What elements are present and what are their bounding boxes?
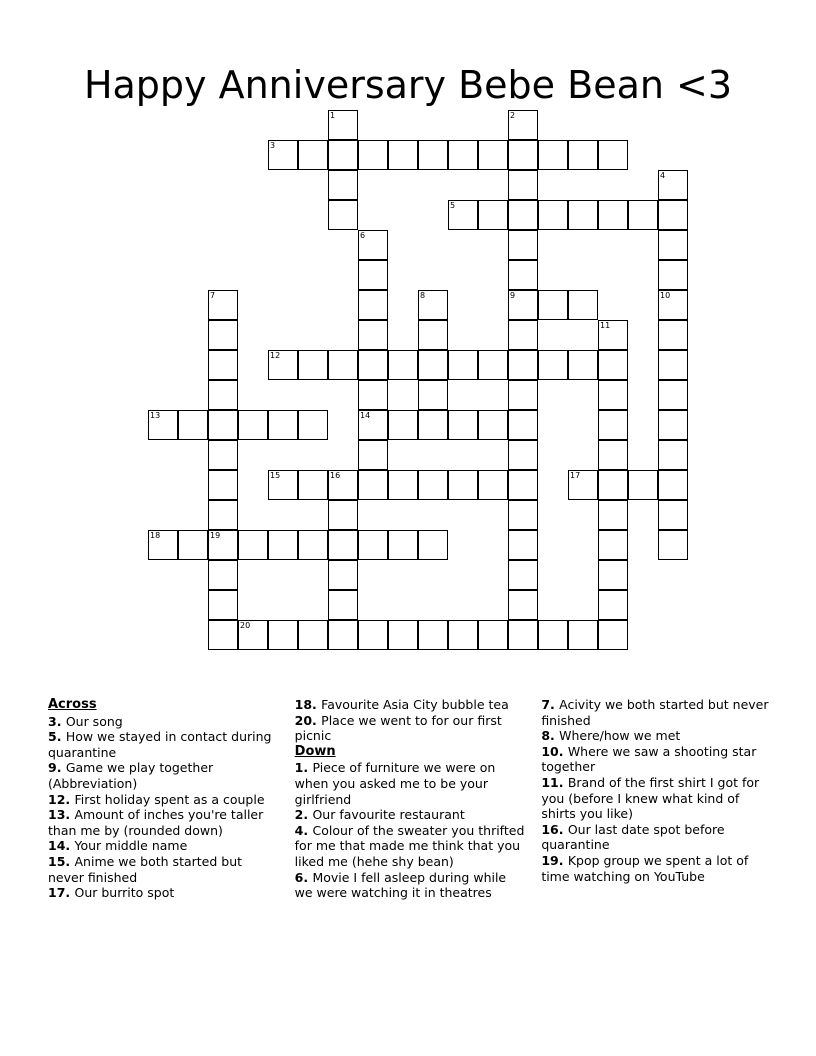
cell-number: 6 (360, 231, 366, 240)
grid-cell[interactable] (538, 200, 568, 230)
grid-cell[interactable] (418, 380, 448, 410)
clue-across-17 (48, 885, 281, 901)
clue-text: Piece of furniture we were on when you asked me to be your girlfriend (294, 760, 496, 807)
grid-cell-numbered-9[interactable] (508, 290, 538, 320)
clue-number: 13. (48, 807, 75, 823)
grid-cell[interactable] (538, 290, 568, 320)
grid-cell[interactable] (358, 440, 388, 470)
grid-cell[interactable] (328, 140, 358, 170)
clue-number: 6. (294, 869, 313, 885)
across-heading: Across (48, 697, 97, 712)
grid-cell[interactable] (658, 260, 688, 290)
clue-down-19 (541, 853, 774, 884)
cell-number: 7 (210, 291, 216, 300)
clue-number: 15. (48, 853, 75, 869)
grid-cell[interactable] (298, 620, 328, 650)
clue-number: 12. (48, 791, 75, 807)
grid-cell-numbered-13[interactable] (148, 410, 178, 440)
cell-number: 20 (240, 621, 251, 630)
clue-down-6 (295, 870, 528, 901)
clue-text: First holiday spent as a couple (74, 791, 265, 807)
grid-cell-numbered-7[interactable] (208, 290, 238, 320)
cell-number: 8 (420, 291, 426, 300)
grid-cell[interactable] (208, 350, 238, 380)
clue-text: Where we saw a shooting star together (541, 743, 757, 775)
cell-number: 4 (660, 171, 666, 180)
grid-cell[interactable] (358, 260, 388, 290)
cell-number: 10 (660, 291, 671, 300)
grid-cell-numbered-10[interactable] (658, 290, 688, 320)
grid-cell[interactable] (448, 470, 478, 500)
grid-cell[interactable] (358, 380, 388, 410)
grid-cell[interactable] (598, 560, 628, 590)
grid-cell[interactable] (478, 410, 508, 440)
grid-cell[interactable] (508, 560, 538, 590)
clue-text: Game we play together (Abbreviation) (48, 760, 214, 791)
grid-cell[interactable] (508, 590, 538, 620)
grid-cell[interactable] (658, 470, 688, 500)
clue-number: 4. (294, 822, 313, 838)
grid-cell[interactable] (658, 230, 688, 260)
clue-text: Colour of the sweater you thrifted for me that made me think that you liked me (hehe shy bean) (294, 822, 525, 869)
cell-number: 14 (360, 411, 371, 420)
grid-cell-numbered-15[interactable] (268, 470, 298, 500)
clue-text: Our favourite restaurant (312, 807, 465, 823)
cell-number: 1 (330, 111, 336, 120)
grid-cell-numbered-2[interactable] (508, 110, 538, 140)
clue-down-7 (541, 697, 774, 728)
grid-cell[interactable] (658, 530, 688, 560)
grid-cell[interactable] (508, 230, 538, 260)
cell-number: 12 (270, 351, 281, 360)
grid-cell[interactable] (538, 140, 568, 170)
grid-cell[interactable] (328, 170, 358, 200)
grid-cell-numbered-20[interactable] (238, 620, 268, 650)
grid-cell[interactable] (568, 290, 598, 320)
grid-cell[interactable] (358, 350, 388, 380)
grid-cell[interactable] (478, 470, 508, 500)
clue-number: 10. (541, 743, 568, 759)
grid-cell-numbered-1[interactable] (328, 110, 358, 140)
grid-cell[interactable] (178, 530, 208, 560)
grid-cell[interactable] (328, 500, 358, 530)
clue-across-15 (48, 854, 281, 885)
cell-number: 18 (150, 531, 161, 540)
clue-number: 2. (294, 807, 313, 823)
grid-cell[interactable] (418, 320, 448, 350)
grid-cell[interactable] (598, 620, 628, 650)
clue-across-18 (295, 697, 528, 713)
grid-cell-numbered-16[interactable] (328, 470, 358, 500)
grid-cell[interactable] (388, 410, 418, 440)
clue-number: 5. (48, 729, 66, 745)
clue-across-5 (48, 729, 281, 760)
clue-down-16 (541, 822, 774, 853)
grid-cell[interactable] (358, 320, 388, 350)
grid-cell[interactable] (418, 140, 448, 170)
grid-cell-numbered-8[interactable] (418, 290, 448, 320)
grid-cell[interactable] (508, 140, 538, 170)
grid-cell-numbered-4[interactable] (658, 170, 688, 200)
grid-cell[interactable] (328, 350, 358, 380)
grid-cell[interactable] (598, 140, 628, 170)
grid-cell[interactable] (208, 320, 238, 350)
cell-number: 2 (510, 111, 516, 120)
clue-text: Favourite Asia City bubble tea (321, 697, 509, 712)
cell-number: 19 (210, 531, 221, 540)
clue-text: Acivity we both started but never finished (541, 697, 769, 728)
clue-text: Kpop group we spent a lot of time watching on YouTube (541, 852, 749, 884)
grid-cell[interactable] (658, 500, 688, 530)
clue-number: 18. (294, 697, 322, 712)
grid-cell[interactable] (418, 350, 448, 380)
cell-number: 16 (330, 471, 341, 480)
clue-number: 9. (48, 760, 66, 776)
clue-across-12 (48, 792, 281, 808)
grid-cell[interactable] (598, 380, 628, 410)
grid-cell[interactable] (508, 500, 538, 530)
grid-cell[interactable] (448, 620, 478, 650)
cell-number: 9 (510, 291, 516, 300)
grid-cell[interactable] (358, 620, 388, 650)
grid-cell[interactable] (208, 440, 238, 470)
grid-cell[interactable] (208, 620, 238, 650)
cell-number: 15 (270, 471, 281, 480)
grid-cell[interactable] (508, 320, 538, 350)
clue-text: Place we went to for our first picnic (294, 712, 502, 744)
grid-cell[interactable] (478, 620, 508, 650)
grid-cell[interactable] (628, 200, 658, 230)
grid-cell[interactable] (658, 380, 688, 410)
grid-cell[interactable] (268, 620, 298, 650)
grid-cell[interactable] (208, 560, 238, 590)
grid-cell[interactable] (448, 410, 478, 440)
grid-cell[interactable] (328, 200, 358, 230)
grid-cell[interactable] (418, 620, 448, 650)
clue-number: 8. (541, 728, 560, 744)
grid-cell[interactable] (478, 200, 508, 230)
clue-across-20 (295, 713, 528, 744)
grid-cell[interactable] (658, 410, 688, 440)
grid-cell[interactable] (208, 380, 238, 410)
grid-cell[interactable] (208, 470, 238, 500)
clue-text: Amount of inches you're taller than me by (rounded down) (48, 807, 264, 838)
cell-number: 13 (150, 411, 161, 420)
grid-cell[interactable] (328, 530, 358, 560)
grid-cell[interactable] (508, 350, 538, 380)
grid-cell[interactable] (628, 470, 658, 500)
grid-cell[interactable] (208, 500, 238, 530)
grid-cell[interactable] (568, 200, 598, 230)
grid-cell[interactable] (538, 620, 568, 650)
cell-number: 11 (600, 321, 611, 330)
clue-number: 11. (541, 774, 568, 790)
grid-cell[interactable] (568, 140, 598, 170)
grid-cell[interactable] (598, 530, 628, 560)
grid-cell[interactable] (358, 530, 388, 560)
clue-text: Our song (65, 713, 123, 729)
clue-text: Your middle name (74, 838, 188, 854)
grid-cell[interactable] (358, 140, 388, 170)
grid-cell[interactable] (508, 620, 538, 650)
grid-cell[interactable] (418, 470, 448, 500)
grid-cell[interactable] (598, 410, 628, 440)
clue-down-2 (295, 807, 528, 823)
clue-down-10 (541, 744, 774, 775)
grid-cell-numbered-11[interactable] (598, 320, 628, 350)
grid-cell[interactable] (208, 410, 238, 440)
grid-cell-numbered-14[interactable] (358, 410, 388, 440)
grid-cell[interactable] (658, 440, 688, 470)
clue-text: Our burrito spot (74, 885, 175, 901)
grid-cell[interactable] (238, 410, 268, 440)
clue-down-8 (541, 728, 774, 744)
grid-cell[interactable] (328, 590, 358, 620)
grid-cell[interactable] (388, 530, 418, 560)
grid-cell[interactable] (268, 530, 298, 560)
grid-cell[interactable] (238, 530, 268, 560)
clue-text: Movie I fell asleep during while we were watching it in theatres (294, 869, 507, 901)
cell-number: 5 (450, 201, 456, 210)
grid-cell[interactable] (298, 350, 328, 380)
grid-cell[interactable] (418, 530, 448, 560)
clue-text: Anime we both started but never finished (48, 853, 243, 885)
grid-cell[interactable] (358, 290, 388, 320)
clue-number: 16. (541, 821, 568, 837)
grid-cell[interactable] (328, 620, 358, 650)
grid-cell-numbered-5[interactable] (448, 200, 478, 230)
grid-cell[interactable] (658, 320, 688, 350)
crossword-grid (0, 104, 816, 694)
clue-down-1 (295, 760, 528, 807)
clue-across-13 (48, 807, 281, 838)
grid-cell[interactable] (388, 350, 418, 380)
grid-cell[interactable] (388, 620, 418, 650)
clue-text: How we stayed in contact during quarantine (48, 729, 272, 760)
clue-number: 7. (541, 697, 560, 712)
grid-cell[interactable] (478, 350, 508, 380)
clue-text: Where/how we met (559, 728, 681, 744)
grid-cell[interactable] (508, 170, 538, 200)
clues-container (48, 697, 774, 967)
grid-cell-numbered-12[interactable] (268, 350, 298, 380)
grid-cell[interactable] (388, 140, 418, 170)
grid-cell[interactable] (448, 350, 478, 380)
clue-across-3 (48, 714, 281, 730)
grid-cell[interactable] (568, 620, 598, 650)
grid-cell[interactable] (568, 350, 598, 380)
clue-down-11 (541, 775, 774, 822)
clue-down-4 (295, 823, 528, 870)
clue-across-9 (48, 760, 281, 791)
clue-number: 20. (294, 712, 322, 728)
grid-cell[interactable] (298, 410, 328, 440)
grid-cell[interactable] (598, 470, 628, 500)
grid-cell[interactable] (448, 140, 478, 170)
grid-cell[interactable] (598, 200, 628, 230)
grid-cell-numbered-18[interactable] (148, 530, 178, 560)
grid-cell[interactable] (508, 410, 538, 440)
cell-number: 3 (270, 141, 276, 150)
clue-number: 17. (48, 885, 75, 901)
grid-cell-numbered-19[interactable] (208, 530, 238, 560)
grid-cell[interactable] (598, 350, 628, 380)
clue-number: 1. (294, 760, 313, 776)
clue-number: 3. (48, 713, 66, 729)
grid-cell[interactable] (298, 140, 328, 170)
grid-cell[interactable] (178, 410, 208, 440)
clue-number: 14. (48, 838, 75, 854)
grid-cell[interactable] (388, 470, 418, 500)
grid-cell-numbered-17[interactable] (568, 470, 598, 500)
grid-cell[interactable] (508, 200, 538, 230)
grid-cell[interactable] (508, 470, 538, 500)
grid-cell[interactable] (268, 410, 298, 440)
grid-cell[interactable] (298, 470, 328, 500)
cell-number: 17 (570, 471, 581, 480)
grid-cell-numbered-3[interactable] (268, 140, 298, 170)
grid-cell[interactable] (598, 590, 628, 620)
down-heading: Down (294, 743, 336, 759)
grid-cell[interactable] (598, 440, 628, 470)
page-title: Happy Anniversary Bebe Bean <3 (83, 63, 733, 108)
grid-cell[interactable] (658, 350, 688, 380)
grid-cell[interactable] (508, 260, 538, 290)
grid-cell[interactable] (418, 410, 448, 440)
grid-cell[interactable] (598, 500, 628, 530)
grid-cell[interactable] (508, 530, 538, 560)
grid-cell[interactable] (208, 590, 238, 620)
clue-text: Our last date spot before quarantine (541, 821, 725, 853)
grid-cell[interactable] (538, 350, 568, 380)
grid-cell[interactable] (358, 470, 388, 500)
clue-text: Brand of the first shirt I got for you (before I knew what kind of shirts you like) (541, 774, 760, 822)
grid-cell-numbered-6[interactable] (358, 230, 388, 260)
grid-cell[interactable] (298, 530, 328, 560)
grid-cell[interactable] (478, 140, 508, 170)
grid-cell[interactable] (508, 380, 538, 410)
clue-number: 19. (541, 852, 568, 868)
clue-across-14 (48, 838, 281, 854)
grid-cell[interactable] (508, 440, 538, 470)
grid-cell[interactable] (328, 560, 358, 590)
grid-cell[interactable] (658, 200, 688, 230)
